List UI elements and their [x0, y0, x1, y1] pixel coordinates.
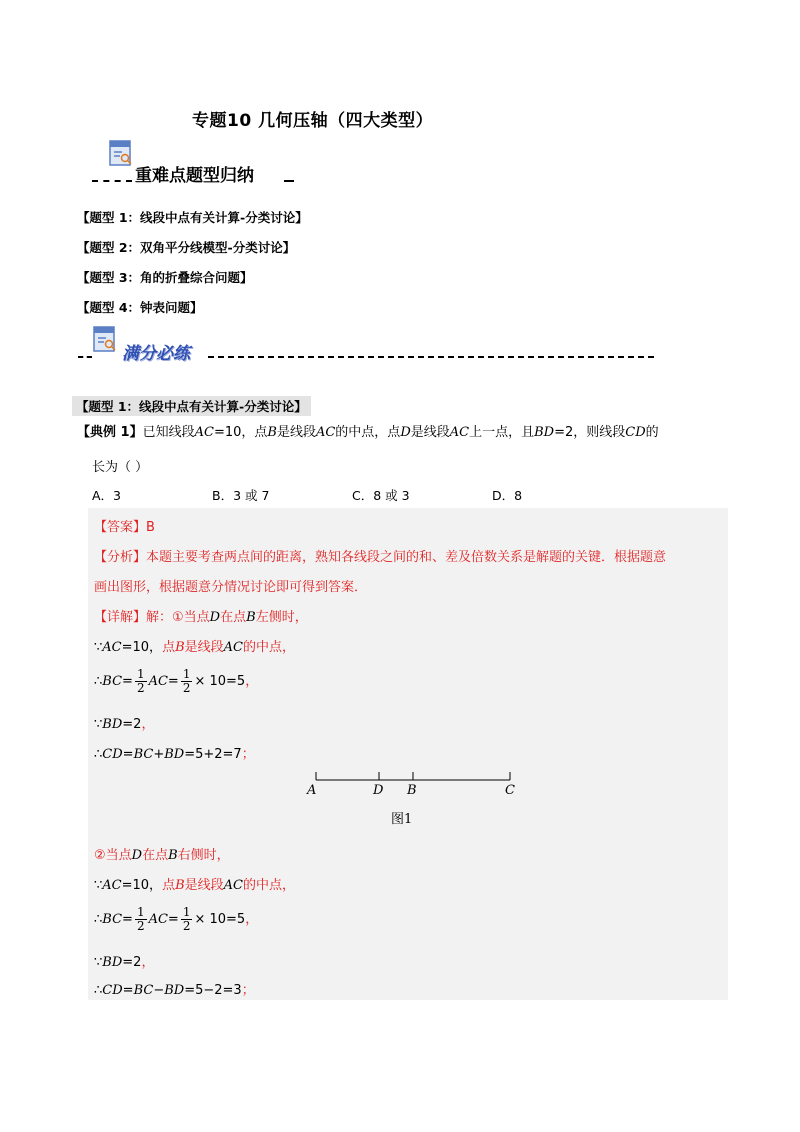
math-var: BC [102, 674, 123, 689]
solution-line [94, 906, 258, 933]
math-var: CD [625, 425, 646, 440]
example-text: =10，点 [213, 425, 268, 440]
math-text: =5−2=3 [184, 983, 242, 998]
detail-text: ②当点 [94, 848, 132, 863]
detail-text: 在点 [220, 610, 247, 625]
fraction: $\frac{1}{2}$ [136, 667, 145, 695]
solution-text: 的中点 [243, 640, 283, 655]
math-var: AC [223, 640, 243, 655]
math-var: AC [148, 912, 168, 927]
math-var: CD [102, 747, 123, 762]
solution-text: 点 [162, 878, 176, 893]
symbol: ∴ [94, 674, 103, 689]
point-label: B [407, 783, 417, 798]
solution-text: 点 [162, 640, 176, 655]
math-text: = [122, 912, 133, 927]
example-text: 是线段 [276, 425, 316, 440]
solution-line [94, 636, 295, 655]
example-question [77, 423, 727, 443]
math-var: B [246, 610, 256, 625]
solution-text: 是线段 [184, 878, 224, 893]
symbol: ∴ [94, 747, 103, 762]
option-d: D．8 [492, 488, 523, 503]
math-var: BD [164, 983, 185, 998]
math-text: = [122, 983, 134, 998]
toc-item: 【题型 3：角的折叠综合问题】 [77, 270, 253, 285]
section-title: 重难点题型归纳 [135, 166, 254, 186]
fraction: $\frac{1}{2}$ [182, 905, 191, 933]
detail-text: 解：①当点 [146, 610, 210, 625]
fraction: $\frac{1}{2}$ [182, 667, 191, 695]
toc-item: 【题型 1：线段中点有关计算-分类讨论】 [77, 210, 308, 225]
example-text: 上一点，且 [469, 425, 535, 440]
figure-caption: 图1 [391, 812, 413, 827]
math-text: = [167, 912, 179, 927]
solution-line [94, 668, 258, 695]
math-var: D [209, 610, 221, 625]
math-var: B [267, 425, 277, 440]
solution-line [94, 743, 255, 762]
math-var: AC [315, 425, 336, 440]
math-var: B [175, 878, 185, 893]
solution-text: 是线段 [184, 640, 224, 655]
math-var: BC [133, 747, 154, 762]
option-a: A．3 [92, 488, 122, 503]
solution-line [94, 979, 255, 998]
analysis-text: 【分析】本题主要考查两点间的距离，熟知各线段之间的和、差及倍数关系是解题的关键．根据题意 [94, 550, 667, 565]
detail-text: 左侧时， [255, 610, 308, 625]
example-text: =2，则线段 [554, 425, 626, 440]
math-text: = [122, 674, 133, 689]
math-var: BD [102, 717, 123, 732]
section-header: 【题型 1：线段中点有关计算-分类讨论】 [72, 396, 311, 416]
math-text: × 10=5 [194, 674, 246, 689]
math-var: AC [148, 674, 168, 689]
math-var: AC [194, 425, 214, 440]
analysis-text: 画出图形，根据题意分情况讨论即可得到答案． [94, 580, 368, 595]
solution-text: ， [282, 640, 296, 655]
symbol: ∵ [94, 640, 103, 655]
math-text: − [153, 983, 165, 998]
example-text: 已知线段 [142, 425, 195, 440]
detail-line [94, 844, 230, 863]
solution-text: ， [141, 717, 155, 732]
option-c: C．8 或 3 [352, 488, 410, 503]
math-text: = [167, 674, 179, 689]
math-var: BD [164, 747, 185, 762]
math-text: + [153, 747, 165, 762]
detail-text: 在点 [142, 848, 169, 863]
detail-line [94, 606, 308, 625]
math-text: =2 [122, 955, 142, 970]
math-text: × 10=5 [194, 912, 246, 927]
math-var: BD [102, 955, 123, 970]
solution-line [94, 951, 154, 970]
solution-line [94, 874, 295, 893]
math-text: =10， [121, 878, 163, 893]
math-var: AC [223, 878, 243, 893]
document-icon [108, 139, 134, 167]
solution-text: ， [245, 912, 259, 927]
symbol: ∴ [94, 983, 103, 998]
detail-text: 右侧时， [177, 848, 230, 863]
math-var: BC [133, 983, 154, 998]
symbol: ∵ [94, 878, 103, 893]
detail-label: 【详解】 [94, 610, 147, 625]
section-title: 满分必练 [122, 344, 190, 364]
section-divider [284, 180, 294, 182]
math-var: AC [102, 878, 122, 893]
example-label: 【典例 1】 [77, 425, 143, 440]
solution-text: ， [282, 878, 296, 893]
solution-text: ； [241, 747, 255, 762]
math-var: AC [102, 640, 122, 655]
math-var: AC [449, 425, 470, 440]
math-var: D [131, 848, 143, 863]
example-text: 的 [645, 425, 659, 440]
toc-item: 【题型 2：双角平分线模型-分类讨论】 [77, 240, 296, 255]
section-divider [78, 356, 92, 358]
solution-text: ， [141, 955, 155, 970]
section-divider [208, 356, 654, 358]
toc-item: 【题型 4：钟表问题】 [77, 300, 203, 315]
symbol: ∴ [94, 912, 103, 927]
document-icon [92, 325, 118, 353]
solution-text: ， [245, 674, 259, 689]
answer-line: 【答案】B [94, 520, 155, 535]
page-title: 专题10 几何压轴（四大类型） [192, 111, 434, 131]
example-text: 是线段 [410, 425, 450, 440]
math-var: B [168, 848, 178, 863]
math-text: = [122, 747, 134, 762]
section-divider [92, 180, 132, 182]
math-var: D [400, 425, 411, 440]
point-label: D [373, 783, 384, 798]
math-text: =10， [121, 640, 163, 655]
option-b: B．3 或 7 [212, 488, 270, 503]
math-text: =2 [122, 717, 142, 732]
math-var: CD [102, 983, 123, 998]
math-var: BD [534, 425, 555, 440]
point-label: C [505, 783, 515, 798]
example-text: 的中点，点 [335, 425, 401, 440]
symbol: ∵ [94, 955, 103, 970]
fraction: $\frac{1}{2}$ [136, 905, 145, 933]
symbol: ∵ [94, 717, 103, 732]
example-text: 长为（ ） [92, 460, 149, 475]
math-var: B [175, 640, 185, 655]
solution-text: ； [241, 983, 255, 998]
point-label: A [307, 783, 317, 798]
math-var: BC [102, 912, 123, 927]
solution-text: 的中点 [243, 878, 283, 893]
math-text: =5+2=7 [184, 747, 242, 762]
solution-line [94, 713, 154, 732]
